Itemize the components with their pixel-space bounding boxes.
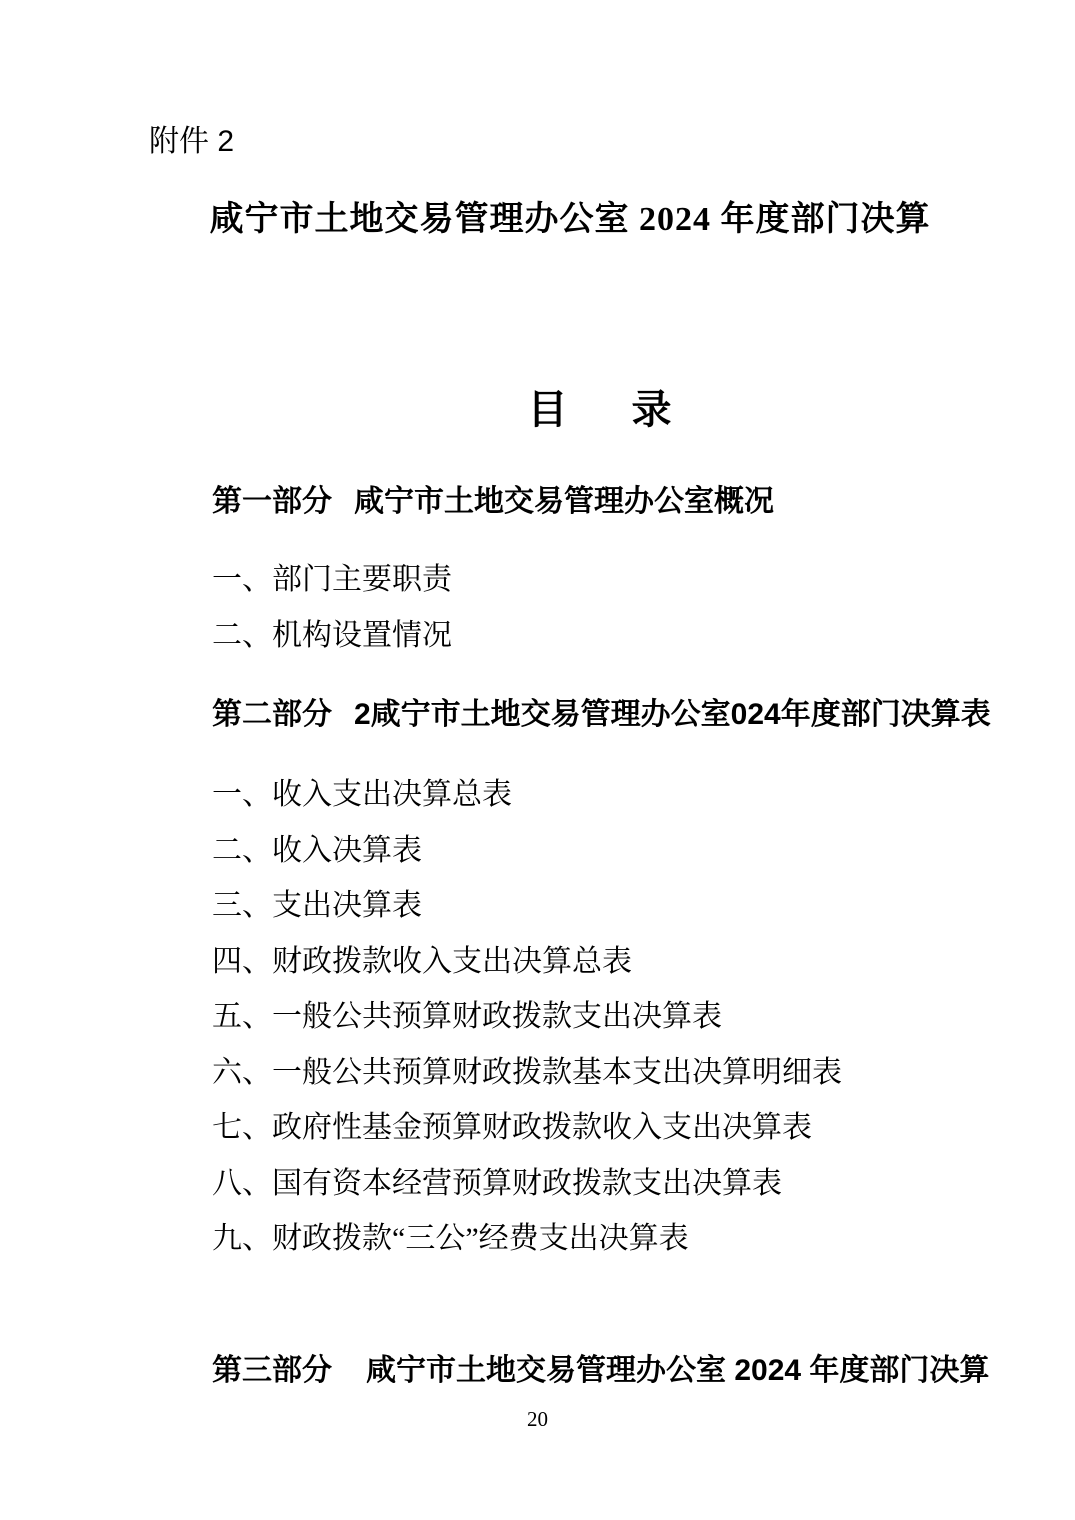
section-title: 咸宁市土地交易管理办公室概况 — [354, 485, 774, 518]
toc-item: 八、国有资本经营预算财政拨款支出决算表 — [212, 1167, 782, 1200]
toc-item: 六、一般公共预算财政拨款基本支出决算明细表 — [212, 1056, 842, 1089]
toc-item: 九、财政拨款“三公”经费支出决算表 — [212, 1222, 689, 1255]
toc-title-char-right: 录 — [631, 387, 672, 432]
toc-item: 七、政府性基金预算财政拨款收入支出决算表 — [212, 1111, 812, 1144]
section-title: 2咸宁市土地交易管理办公室024年度部门决算表 — [354, 698, 991, 731]
section-label: 第三部分 — [212, 1354, 332, 1387]
section-heading-part3 — [212, 1353, 989, 1389]
heading-gap — [332, 697, 354, 733]
section-label: 第一部分 — [212, 485, 332, 518]
section-label: 第二部分 — [212, 698, 332, 731]
toc-item: 一、部门主要职责 — [212, 563, 452, 596]
section-heading-part2 — [212, 697, 991, 733]
toc-item: 二、机构设置情况 — [212, 619, 452, 652]
heading-gap — [332, 484, 354, 520]
toc-title — [62, 386, 1075, 434]
heading-gap — [332, 1353, 366, 1389]
toc-item: 一、收入支出决算总表 — [212, 778, 512, 811]
attachment-label: 附件 2 — [149, 125, 235, 158]
page-number: 20 — [527, 1407, 548, 1431]
toc-item: 三、支出决算表 — [212, 889, 422, 922]
section-heading-part1 — [212, 484, 774, 520]
toc-item: 五、一般公共预算财政拨款支出决算表 — [212, 1000, 722, 1033]
toc-title-char-left: 目 — [527, 387, 568, 432]
toc-item: 四、财政拨款收入支出决算总表 — [212, 945, 632, 978]
toc-item: 二、收入决算表 — [212, 834, 422, 867]
document-title: 咸宁市土地交易管理办公室 2024 年度部门决算 — [209, 201, 931, 238]
section-title: 咸宁市土地交易管理办公室 2024 年度部门决算 — [366, 1354, 990, 1387]
